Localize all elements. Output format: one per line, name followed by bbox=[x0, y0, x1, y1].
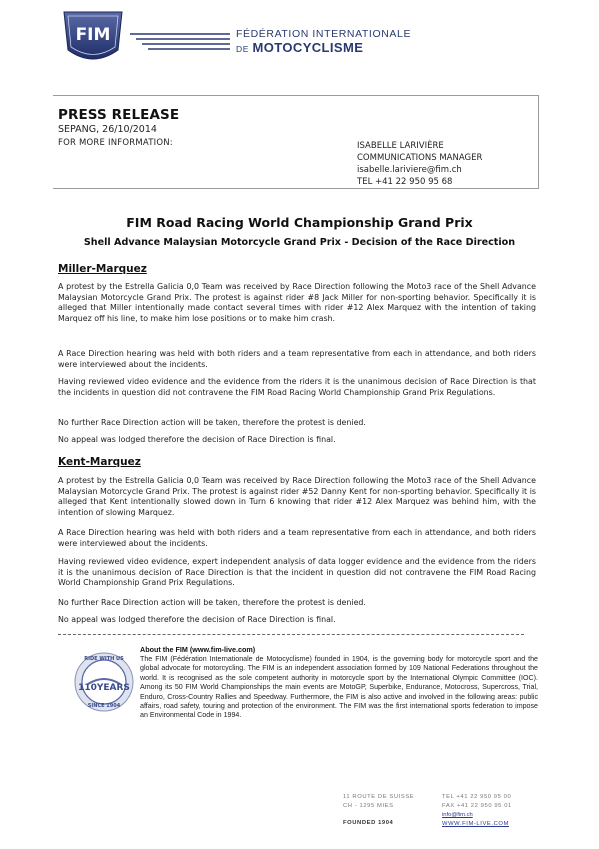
contact-name: ISABELLE LARIVIÈRE bbox=[357, 141, 444, 151]
footer-fax: FAX +41 22 950 95 01 bbox=[442, 803, 512, 809]
footer-address bbox=[343, 793, 414, 828]
page-title: FIM Road Racing World Championship Grand Prix bbox=[126, 215, 473, 230]
section-heading-kent-marquez: Kent-Marquez bbox=[58, 456, 141, 468]
press-release-title: PRESS RELEASE bbox=[58, 107, 180, 123]
dashed-separator bbox=[58, 634, 524, 635]
paragraph: No further Race Direction action will be taken, therefore the protest is denied. bbox=[58, 418, 366, 427]
footer-address-line1: 11 ROUTE DE SUISSE bbox=[343, 794, 415, 800]
paragraph: A Race Direction hearing was held with both riders and a team representative from each in attendance, and both riders were interviewed about the incidents. bbox=[58, 349, 536, 369]
paragraph: A Race Direction hearing was held with both riders and a team representative from each in attendance, and both riders were interviewed about the incidents. bbox=[58, 528, 536, 548]
about-text: The FIM (Fédération Internationale de Motocyclisme) founded in 1904, is the governing body for motorcycle sport and the global advocate for motorcycling. The FIM is an independent association formed by 109 National Federations throughout the world. It is recognised as the sole competent authority in motorcycle sport by the International Olympic Committee (IOC). Among its 50 FIM World Championships the main events are MotoGP, Superbike, Endurance, Motocross, Supercross, Trial, Enduro, Cross-Country Rallies and Speedway. Furthermore, the FIM is also active and involved in the following areas: public affairs, road safety, touring and protection of the environment. The FIM was the first international sports federation to impose an Environmental Code in 1994. bbox=[140, 655, 538, 720]
press-release-date: SEPANG, 26/10/2014 bbox=[58, 124, 157, 135]
fim-logo-text: FIM bbox=[75, 25, 111, 45]
paragraph: No further Race Direction action will be taken, therefore the protest is denied. bbox=[58, 598, 366, 607]
footer-tel: TEL +41 22 950 95 00 bbox=[442, 794, 512, 800]
federation-main: MOTOCYCLISME bbox=[252, 40, 364, 55]
paragraph: A protest by the Estrella Galicia 0,0 Team was received by Race Direction following the Moto3 race of the Shell Advance Malaysian Motorcycle Grand Prix. The protest is against rider #8 Jack Miller for non-sporting behavior. Specifically it is alleged that Miller intentionally made contact several times with rider #12 Alex Marquez with the intention of taking Marquez off his line, to make him lose positions or to make him crash. bbox=[58, 282, 536, 323]
badge-bottom-text: SINCE 1904 bbox=[87, 703, 121, 709]
fim-header bbox=[60, 6, 412, 66]
paragraph: A protest by the Estrella Galicia 0,0 Team was received by Race Direction following the Moto3 race of the Shell Advance Malaysian Motorcycle Grand Prix. The protest is against rider #52 Danny Kent for non-sporting behavior. Specifically it is alleged that Kent intentionally slowed down in Turn 6 knowing that rider #12 Alex Marquez was behind him, with the intention of slowing Marquez. bbox=[58, 476, 536, 517]
wing-stripes-icon bbox=[130, 32, 230, 50]
footer-email-link[interactable]: info@fim.ch bbox=[442, 812, 473, 818]
contact-email[interactable]: isabelle.lariviere@fim.ch bbox=[357, 165, 462, 175]
fim-110-years-badge-icon bbox=[74, 650, 134, 714]
section-heading-miller-marquez: Miller-Marquez bbox=[58, 263, 147, 275]
paragraph: No appeal was lodged therefore the decision of Race Direction is final. bbox=[58, 435, 336, 444]
footer-founded: FOUNDED 1904 bbox=[343, 820, 394, 826]
page-subtitle: Shell Advance Malaysian Motorcycle Grand Prix - Decision of the Race Direction bbox=[83, 237, 516, 248]
badge-top-text: RIDE WITH US bbox=[84, 656, 124, 662]
federation-prefix: DE bbox=[236, 44, 250, 54]
paragraph: No appeal was lodged therefore the decision of Race Direction is final. bbox=[58, 615, 336, 624]
badge-years-text: 110YEARS bbox=[78, 683, 130, 693]
paragraph: Having reviewed video evidence and the evidence from the riders it is the unanimous decision of Race Direction is that the incidents in question did not contravene the FIM Road Racing World Championship Grand Prix Regulations. bbox=[58, 377, 536, 397]
footer-contact bbox=[442, 793, 512, 829]
about-title: About the FIM (www.fim-live.com) bbox=[140, 645, 256, 654]
contact-phone: TEL +41 22 950 95 68 bbox=[357, 177, 453, 187]
footer-web-link[interactable]: WWW.FIM-LIVE.COM bbox=[442, 821, 509, 827]
footer-address-line2: CH - 1295 MIES bbox=[343, 803, 394, 809]
contact-block bbox=[357, 140, 482, 188]
contact-role: COMMUNICATIONS MANAGER bbox=[357, 153, 483, 163]
more-info-label: FOR MORE INFORMATION: bbox=[58, 138, 173, 148]
federation-line1: FÉDÉRATION INTERNATIONALE bbox=[236, 28, 412, 40]
paragraph: Having reviewed video evidence, expert independent analysis of data logger evidence and the evidence from the riders it is the unanimous decision of Race Direction is that the incident in question did not contravene the FIM Road Racing World Championship Grand Prix Regulations. bbox=[58, 557, 536, 588]
fim-logo-icon bbox=[60, 6, 126, 66]
federation-line2 bbox=[236, 40, 363, 55]
